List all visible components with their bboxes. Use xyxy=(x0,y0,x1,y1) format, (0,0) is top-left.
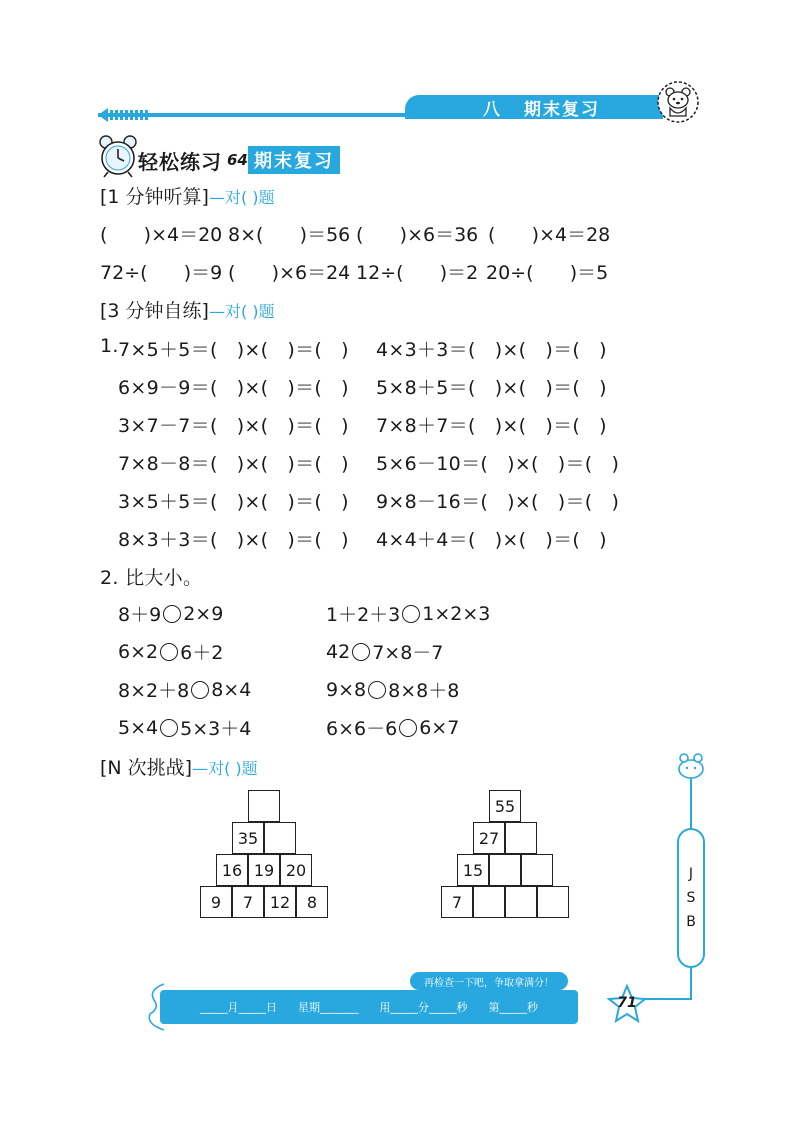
compare-circle[interactable] xyxy=(160,643,178,661)
pyramid-cell[interactable] xyxy=(537,886,569,918)
compare-circle[interactable] xyxy=(399,719,417,737)
practice-item: 3×7－7＝( )×( )＝( ) xyxy=(118,415,349,437)
practice-item: 4×3＋3＝( )×( )＝( ) xyxy=(376,339,607,361)
pyramid-cell[interactable] xyxy=(489,854,521,886)
side-letter: S xyxy=(686,890,696,906)
side-letter: B xyxy=(686,914,696,930)
listen-item: ( )×4＝28 xyxy=(488,224,611,246)
pyramid-cell[interactable] xyxy=(473,886,505,918)
pyramid-cell[interactable]: 16 xyxy=(216,854,248,886)
section-listen-label: [1 分钟听算] xyxy=(100,186,209,208)
listen-item: 8×( )＝56 xyxy=(228,224,351,246)
exercise-topic: 期末复习 xyxy=(248,146,340,174)
practice-item: 7×8＋7＝( )×( )＝( ) xyxy=(376,415,607,437)
section-challenge-label: [N 次挑战] xyxy=(100,757,193,779)
listen-item: 72÷( )＝9 xyxy=(100,262,223,284)
compare-item: 6×2 6＋2 xyxy=(118,640,224,664)
side-tab xyxy=(677,828,705,968)
section-challenge-header xyxy=(100,753,258,780)
practice-item: 3×5＋5＝( )×( )＝( ) xyxy=(118,491,349,513)
practice-item: 4×4＋4＝( )×( )＝( ) xyxy=(376,529,607,551)
pyramid-cell[interactable]: 55 xyxy=(489,790,521,822)
pyramid-cell[interactable] xyxy=(248,790,280,822)
pyramid-cell[interactable] xyxy=(505,886,537,918)
pyramid-cell[interactable]: 7 xyxy=(232,886,264,918)
compare-item: 8×2＋8 8×4 xyxy=(118,678,252,702)
compare-circle[interactable] xyxy=(402,605,420,623)
compare-item: 1＋2＋3 1×2×3 xyxy=(326,602,491,626)
practice-item: 7×8－8＝( )×( )＝( ) xyxy=(118,453,349,475)
pyramid-cell[interactable]: 35 xyxy=(232,822,264,854)
section-practice-label: [3 分钟自练] xyxy=(100,300,209,322)
compare-circle[interactable] xyxy=(160,719,178,737)
listen-item: 20÷( )＝5 xyxy=(486,262,609,284)
pyramid-cell[interactable]: 12 xyxy=(264,886,296,918)
bear-icon xyxy=(656,80,700,124)
compare-item: 8＋9 2×9 xyxy=(118,602,224,626)
compare-circle[interactable] xyxy=(163,605,181,623)
practice-item: 7×5＋5＝( )×( )＝( ) xyxy=(118,339,349,361)
pyramid-cell[interactable] xyxy=(521,854,553,886)
listen-item: ( )×6＝36 xyxy=(356,224,479,246)
pyramid-cell[interactable]: 15 xyxy=(457,854,489,886)
header-rule xyxy=(98,113,408,117)
compare-circle[interactable] xyxy=(191,681,209,699)
alarm-clock-icon xyxy=(98,134,138,178)
practice-item: 5×6－10＝( )×( )＝( ) xyxy=(376,453,620,475)
compare-item: 42 7×8－7 xyxy=(326,640,444,664)
compare-circle[interactable] xyxy=(352,643,370,661)
chapter-banner xyxy=(405,95,663,119)
section-listen-header xyxy=(100,182,275,209)
practice-item: 8×3＋3＝( )×( )＝( ) xyxy=(118,529,349,551)
pyramid-cell[interactable]: 8 xyxy=(296,886,328,918)
page-number-badge xyxy=(606,984,648,1024)
pyramid-cell[interactable]: 20 xyxy=(280,854,312,886)
side-letter: J xyxy=(688,866,694,882)
page-number: 71 xyxy=(617,995,637,1011)
compare-item: 5×4 5×3＋4 xyxy=(118,716,252,740)
chapter-title: 期末复习 xyxy=(524,99,600,120)
mascot-icon xyxy=(676,752,706,780)
question-2-label: 2. 比大小。 xyxy=(100,567,203,589)
exercise-title: 轻松练习 xyxy=(138,150,222,174)
section-practice-header xyxy=(100,296,275,323)
compare-item: 6×6－6 6×7 xyxy=(326,716,460,740)
compare-circle[interactable] xyxy=(368,681,386,699)
practice-item: 9×8－16＝( )×( )＝( ) xyxy=(376,491,620,513)
chapter-number: 八 xyxy=(483,99,502,120)
footer-record-bar: _____月_____日 星期_______ 用_____分_____秒 第_____秒 xyxy=(160,990,578,1024)
pyramid-cell[interactable]: 9 xyxy=(200,886,232,918)
pyramid-cell[interactable]: 7 xyxy=(441,886,473,918)
section-practice-score: —对( )题 xyxy=(208,302,275,321)
pyramid-cell[interactable] xyxy=(505,822,537,854)
compare-item: 9×8 8×8＋8 xyxy=(326,678,460,702)
section-listen-score: —对( )题 xyxy=(208,188,275,207)
section-challenge-score: —对( )题 xyxy=(192,759,258,778)
pyramid-cell[interactable]: 19 xyxy=(248,854,280,886)
listen-item: 12÷( )＝2 xyxy=(356,262,479,284)
practice-item: 6×9－9＝( )×( )＝( ) xyxy=(118,377,349,399)
pyramid-cell[interactable]: 27 xyxy=(473,822,505,854)
exercise-number: 64 xyxy=(227,151,248,169)
pyramid-cell[interactable] xyxy=(264,822,296,854)
listen-item: ( )×4＝20 xyxy=(100,224,223,246)
question-1-label: 1. xyxy=(100,335,119,357)
listen-item: ( )×6＝24 xyxy=(228,262,351,284)
practice-item: 5×8＋5＝( )×( )＝( ) xyxy=(376,377,607,399)
footer-ribbon: 再检查一下吧，争取拿满分！ xyxy=(410,972,568,990)
